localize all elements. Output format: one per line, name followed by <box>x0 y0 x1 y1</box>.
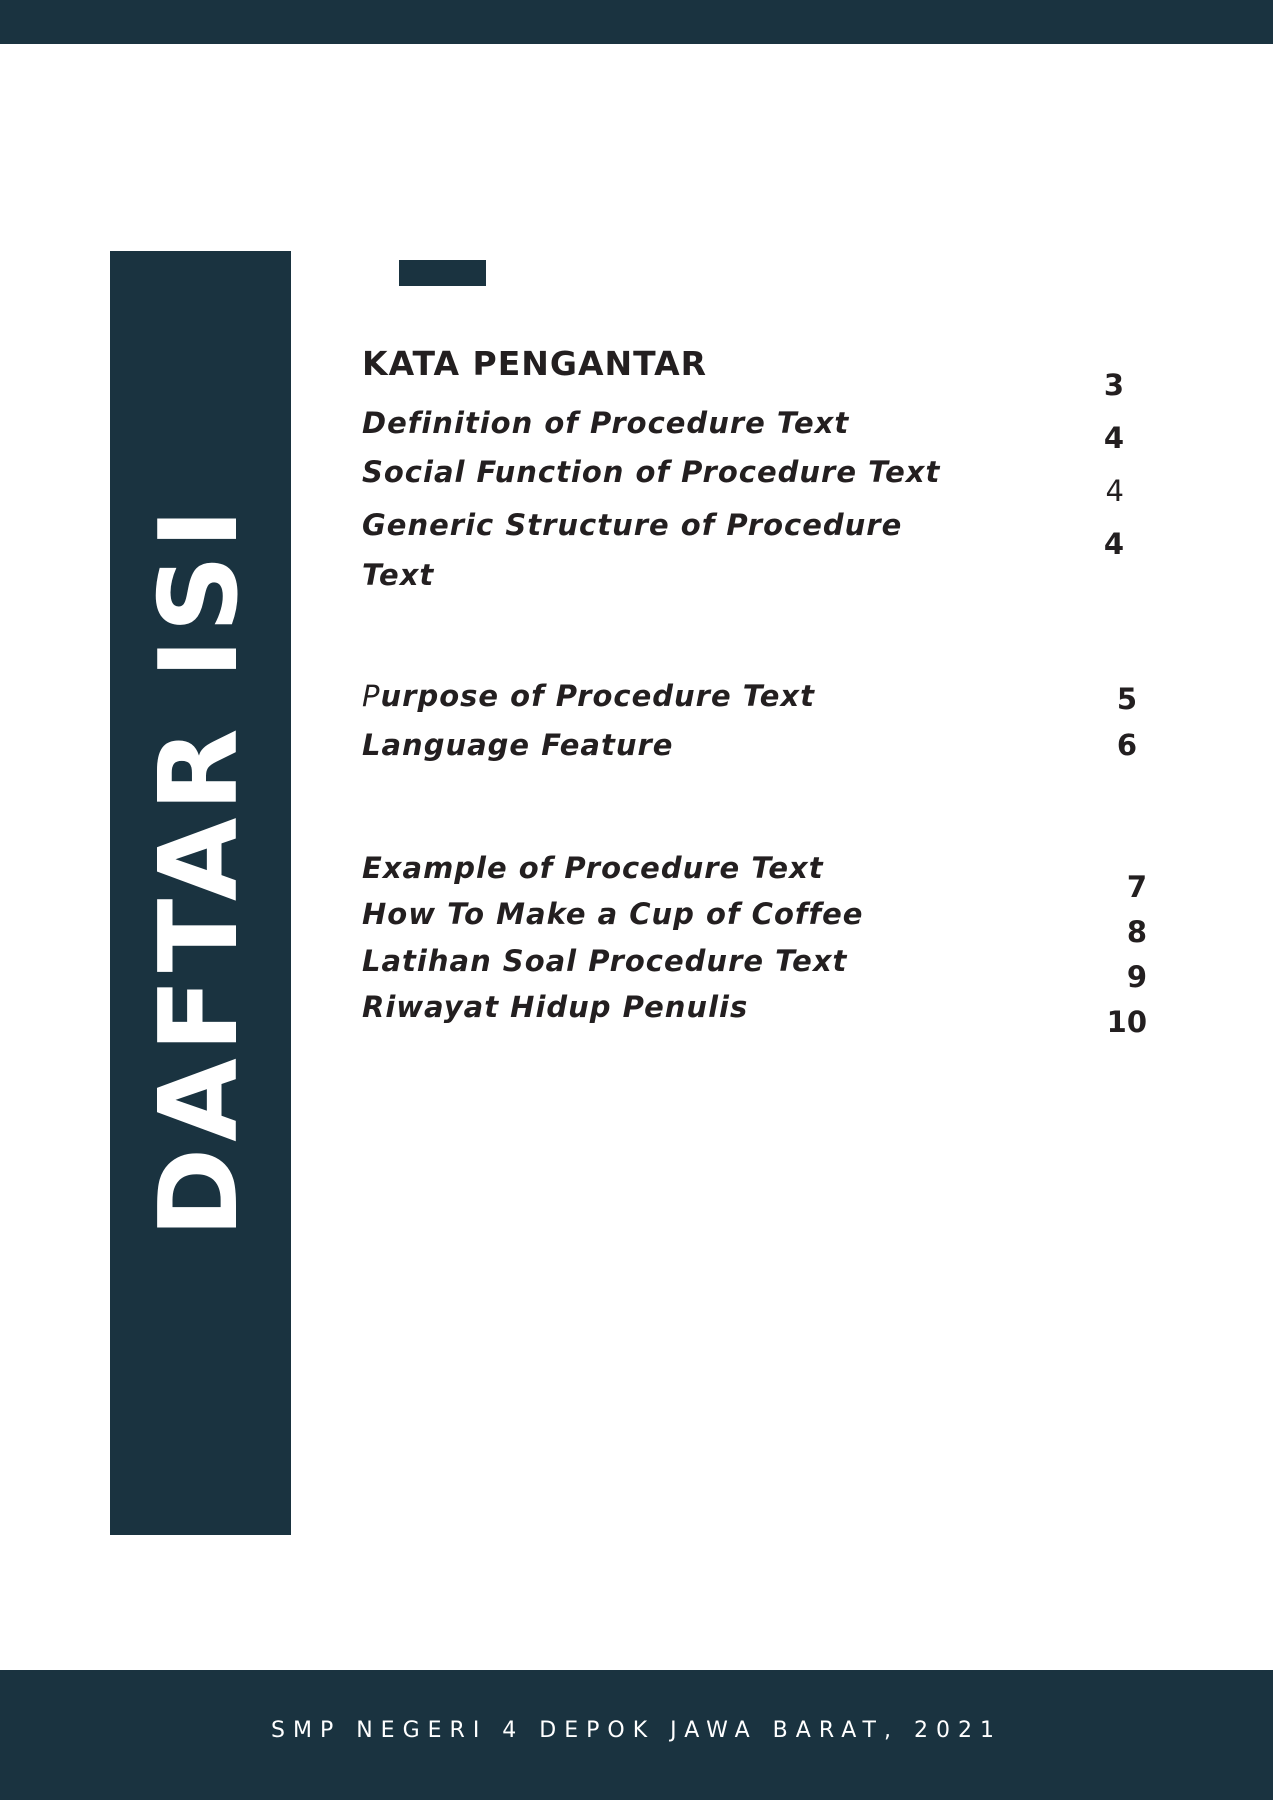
toc-item-latihan: Latihan Soal Procedure Text <box>362 944 848 978</box>
page-number: 6 <box>1116 728 1137 762</box>
toc-heading: KATA PENGANTAR <box>362 344 708 383</box>
page-number: 8 <box>1126 915 1147 949</box>
page-number: 4 <box>1103 527 1124 561</box>
page-number: 5 <box>1116 682 1137 716</box>
footer-text: SMP NEGERI 4 DEPOK JAWA BARAT, 2021 <box>271 1718 1002 1743</box>
page-number: 10 <box>1106 1005 1147 1039</box>
page-number: 7 <box>1126 870 1147 904</box>
toc-item-purpose <box>362 679 815 714</box>
toc-item-riwayat: Riwayat Hidup Penulis <box>362 990 749 1024</box>
toc-item-purpose-first-letter: P <box>362 679 381 713</box>
toc-item-coffee: How To Make a Cup of Coffee <box>362 897 864 931</box>
toc-item-language-feature: Language Feature <box>362 728 674 762</box>
toc-item-social-function: Social Function of Procedure Text <box>362 455 941 489</box>
page-number: 3 <box>1103 368 1124 402</box>
accent-bar <box>399 260 486 286</box>
side-title: DAFTAR ISI <box>137 502 262 1238</box>
page-number: 4 <box>1105 474 1124 508</box>
top-bar <box>0 0 1273 44</box>
toc-item-example: Example of Procedure Text <box>362 851 824 885</box>
toc-item-definition: Definition of Procedure Text <box>362 406 850 440</box>
toc-item-generic-structure: Generic Structure of Procedure Text <box>362 508 903 592</box>
page-number: 4 <box>1103 421 1124 455</box>
page-number: 9 <box>1126 960 1147 994</box>
toc-item-purpose-rest: urpose of Procedure Text <box>380 679 815 713</box>
